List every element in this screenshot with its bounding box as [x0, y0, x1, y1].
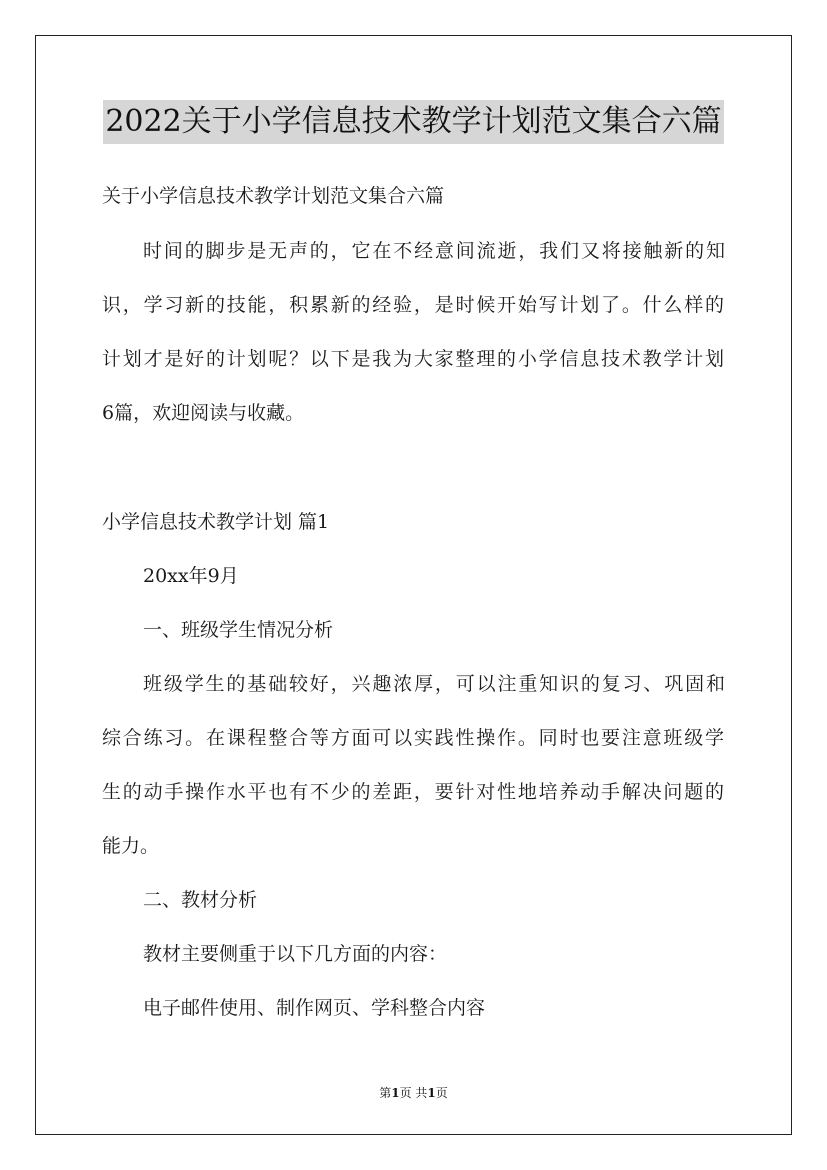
- class-line-4: 能力。: [102, 835, 160, 857]
- class-line-2: 综合练习。在课程整合等方面可以实践性操作。同时也要注意班级学: [102, 727, 724, 749]
- material-line-2: 电子邮件使用、制作网页、学科整合内容: [143, 997, 486, 1019]
- footer-suffix: 页: [435, 1086, 448, 1100]
- footer-prefix: 第: [379, 1086, 392, 1100]
- intro-line-2: 识，学习新的技能，积累新的经验，是时候开始写计划了。什么样的: [102, 294, 724, 316]
- intro-line-4: 6篇，欢迎阅读与收藏。: [102, 402, 305, 424]
- footer-mid: 页 共: [399, 1086, 428, 1100]
- document-title: 2022关于小学信息技术教学计划范文集合六篇: [103, 100, 723, 144]
- class-line-3: 生的动手操作水平也有不少的差距，要针对性地培养动手解决问题的: [102, 781, 724, 803]
- title-container: [0, 100, 827, 144]
- intro-line-1: 时间的脚步是无声的，它在不经意间流逝，我们又将接触新的知: [143, 240, 725, 262]
- intro-line-3: 计划才是好的计划呢？以下是我为大家整理的小学信息技术教学计划: [102, 348, 724, 370]
- date-line: 20xx年9月: [143, 565, 239, 587]
- section-heading: 小学信息技术教学计划 篇1: [102, 511, 330, 533]
- subtitle: 关于小学信息技术教学计划范文集合六篇: [102, 185, 445, 207]
- heading-material-analysis: 二、教材分析: [143, 889, 258, 911]
- class-line-1: 班级学生的基础较好，兴趣浓厚，可以注重知识的复习、巩固和: [143, 673, 725, 695]
- heading-class-analysis: 一、班级学生情况分析: [143, 619, 334, 641]
- material-line-1: 教材主要侧重于以下几方面的内容：: [143, 943, 448, 965]
- page-footer: [0, 1084, 827, 1101]
- footer-page-number: 1: [391, 1086, 400, 1100]
- footer-total-pages: 1: [427, 1086, 436, 1100]
